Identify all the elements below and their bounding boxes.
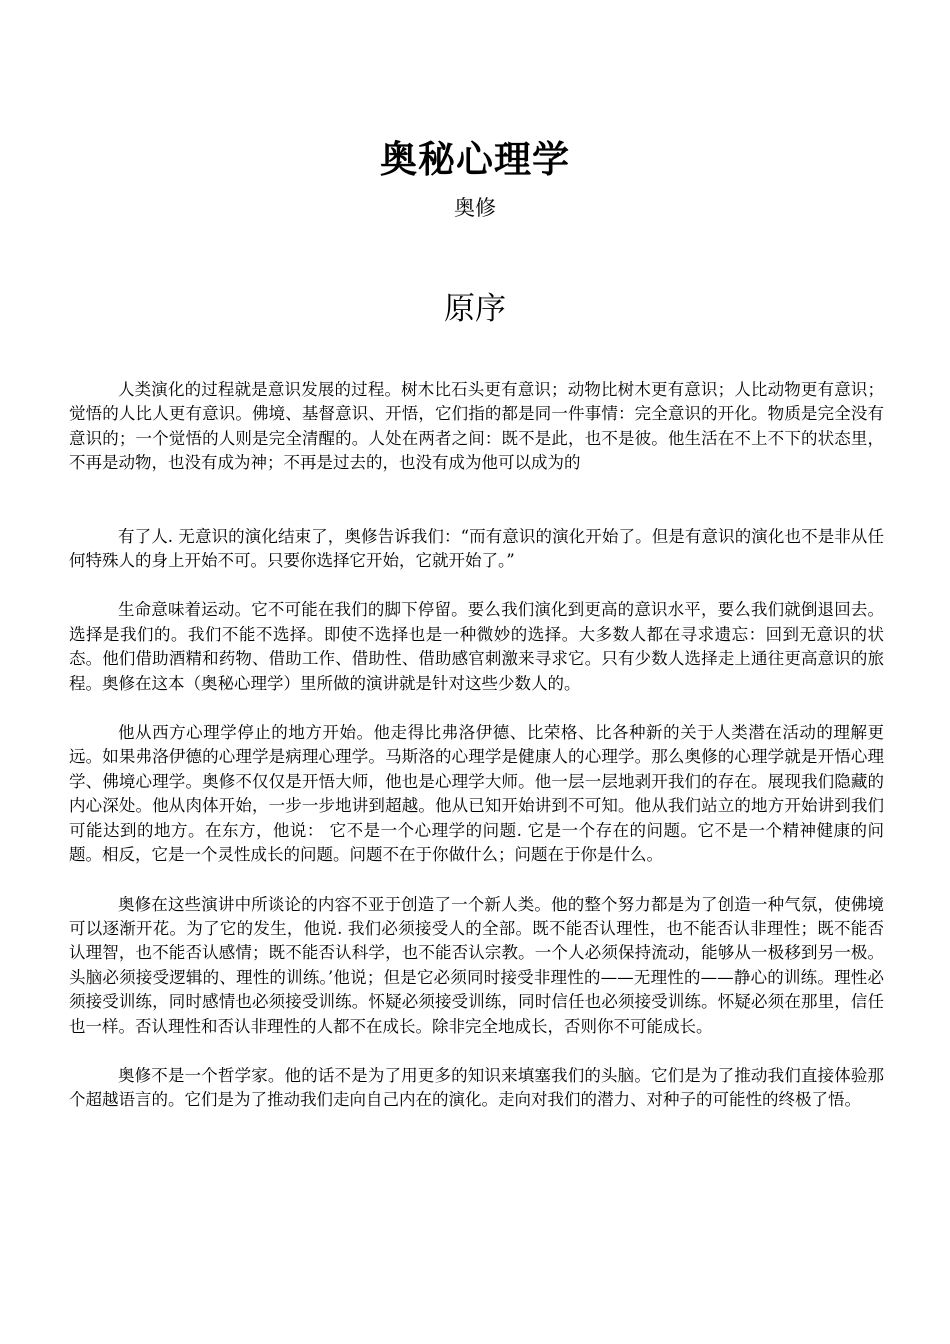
section-heading: 原序 (444, 291, 506, 327)
paragraph: 人类演化的过程就是意识发展的过程。树木比石头更有意识；动物比树木更有意识；人比动物更有意识；觉悟的人比人更有意识。佛境、基督意识、开悟，它们指的都是同一件事情：完全意识的开化。物质是完全没有意识的；一个觉悟的人则是完全清醒的。人处在两者之间：既不是此，也不是彼。他生活在不上不下的状态里，不再是动物，也没有成为神；不再是过去的，也没有成为他可以成为的 (69, 380, 884, 473)
paragraph: 奥修在这些演讲中所谈论的内容不亚于创造了一个新人类。他的整个努力都是为了创造一种气氛，使佛境可以逐渐开花。为了它的发生，他说. 我们必须接受人的全部。既不能否认理性，也不能否认非理性；既不能否认理智，也不能否认感情；既不能否认科学，也不能否认宗教。一个人必须保持流动，能够从一极移到另一极。头脑必须接受逻辑的、理性的训练。’他说；但是它必须同时接受非理性的——无理性的——静心的训练。理性必须接受训练，同时感情也必须接受训练。怀疑必须接受训练，同时信任也必须接受训练。怀疑必须在那里，信任也一样。否认理性和否认非理性的人都不在成长。除非完全地成长，否则你不可能成长。 (69, 894, 884, 1036)
document-title: 奥秘心理学 (380, 137, 570, 181)
author-name: 奥修 (454, 196, 496, 220)
body-text (69, 378, 884, 1113)
paragraph: 有了人. 无意识的演化结束了，奥修告诉我们：“而有意识的演化开始了。但是有意识的演化也不是非从任何特殊人的身上开始不可。只要你选择它开始，它就开始了。” (69, 526, 884, 571)
paragraph: 生命意味着运动。它不可能在我们的脚下停留。要么我们演化到更高的意识水平，要么我们就倒退回去。选择是我们的。我们不能不选择。即使不选择也是一种微妙的选择。大多数人都在寻求遗忘：回到无意识的状态。他们借助酒精和药物、借助工作、借助性、借助感官刺激来寻求它。只有少数人选择走上通往更高意识的旅程。奥修在这本（奥秘心理学）里所做的演讲就是针对这些少数人的。 (69, 600, 884, 693)
paragraph: 奥修不是一个哲学家。他的话不是为了用更多的知识来填塞我们的头脑。它们是为了推动我们直接体验那个超越语言的。它们是为了推动我们走向自己内在的演化。走向对我们的潜力、对种子的可能性的终极了悟。 (69, 1065, 884, 1110)
paragraph: 他从西方心理学停止的地方开始。他走得比弗洛伊德、比荣格、比各种新的关于人类潜在活动的理解更远。如果弗洛伊德的心理学是病理心理学。马斯洛的心理学是健康人的心理学。那么奥修的心理学就是开悟心理学、佛境心理学。奥修不仅仅是开悟大师，他也是心理学大师。他一层一层地剥开我们的存在。展现我们隐藏的内心深处。他从肉体开始，一步一步地讲到超越。他从已知开始讲到不可知。他从我们站立的地方开始讲到我们可能达到的地方。在东方，他说： 它不是一个心理学的问题. 它是一个存在的问题。它不是一个精神健康的问题。相反，它是一个灵性成长的问题。问题不在于你做什么；问题在于你是什么。 (69, 723, 884, 865)
